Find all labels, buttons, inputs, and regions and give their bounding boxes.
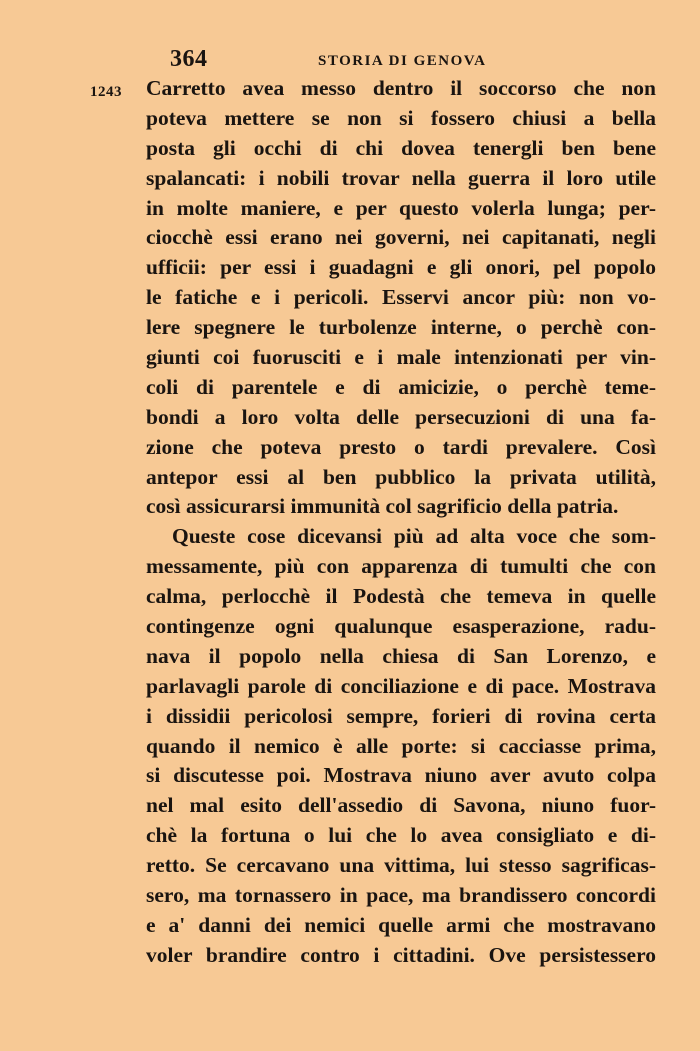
body-text xyxy=(146,74,656,971)
text-line: posta gli occhi di chi dovea tenergli ben bene xyxy=(146,135,656,160)
text-line: antepor essi al ben pubblico la privata utilità, xyxy=(146,464,656,489)
text-line: messamente, più con apparenza di tumulti che con xyxy=(146,554,656,579)
text-line: nel mal esito dell'assedio di Savona, niuno fuor- xyxy=(146,793,656,818)
text-line: nava il popolo nella chiesa di San Lorenzo, e xyxy=(146,643,656,668)
text-line: i dissidii pericolosi sempre, forieri di rovina certa xyxy=(146,703,656,728)
text-line: parlavagli parole di conciliazione e di pace. Mostrava xyxy=(146,673,656,698)
text-line: retto. Se cercavano una vittima, lui stesso sagrificas- xyxy=(146,853,656,878)
page-header xyxy=(0,46,700,76)
text-line: calma, perlocchè il Podestà che temeva in quelle xyxy=(146,584,656,609)
text-line: le fatiche e i pericoli. Esservi ancor più: non vo- xyxy=(146,285,656,310)
text-line: bondi a loro volta delle persecuzioni di una fa- xyxy=(146,404,656,429)
text-line: zione che poteva presto o tardi prevalere. Così xyxy=(146,434,656,459)
text-line: lere spegnere le turbolenze interne, o perchè con- xyxy=(146,315,656,340)
text-line: Queste cose dicevansi più ad alta voce che som- xyxy=(172,524,656,549)
text-line: poteva mettere se non si fossero chiusi a bella xyxy=(146,105,656,130)
text-line: spalancati: i nobili trovar nella guerra il loro utile xyxy=(146,165,656,190)
text-line: in molte maniere, e per questo volerla lunga; per- xyxy=(146,195,656,220)
text-line: contingenze ogni qualunque esasperazione, radu- xyxy=(146,614,656,639)
margin-year-note: 1243 xyxy=(90,84,122,100)
text-line: ufficii: per essi i guadagni e gli onori, pel popolo xyxy=(146,255,656,280)
text-line: voler brandire contro i cittadini. Ove persistessero xyxy=(146,942,656,967)
running-title: STORIA DI GENOVA xyxy=(318,53,487,69)
text-line: quando il nemico è alle porte: si cacciasse prima, xyxy=(146,733,656,758)
text-line: Carretto avea messo dentro il soccorso che non xyxy=(146,76,656,100)
text-line: sero, ma tornassero in pace, ma brandissero concordi xyxy=(146,883,656,908)
text-line: chè la fortuna o lui che lo avea consigliato e di- xyxy=(146,823,656,848)
text-line: si discutesse poi. Mostrava niuno aver avuto colpa xyxy=(146,763,656,788)
text-line: coli di parentele e di amicizie, o perchè teme- xyxy=(146,374,656,399)
text-line: giunti coi fuorusciti e i male intenzionati per vin- xyxy=(146,345,656,370)
text-line: e a' danni dei nemici quelle armi che mostravano xyxy=(146,912,656,937)
text-line: così assicurarsi immunità col sagrificio della patria. xyxy=(146,494,619,519)
page-number: 364 xyxy=(170,46,208,72)
text-line: ciocchè essi erano nei governi, nei capitanati, negli xyxy=(146,225,656,250)
